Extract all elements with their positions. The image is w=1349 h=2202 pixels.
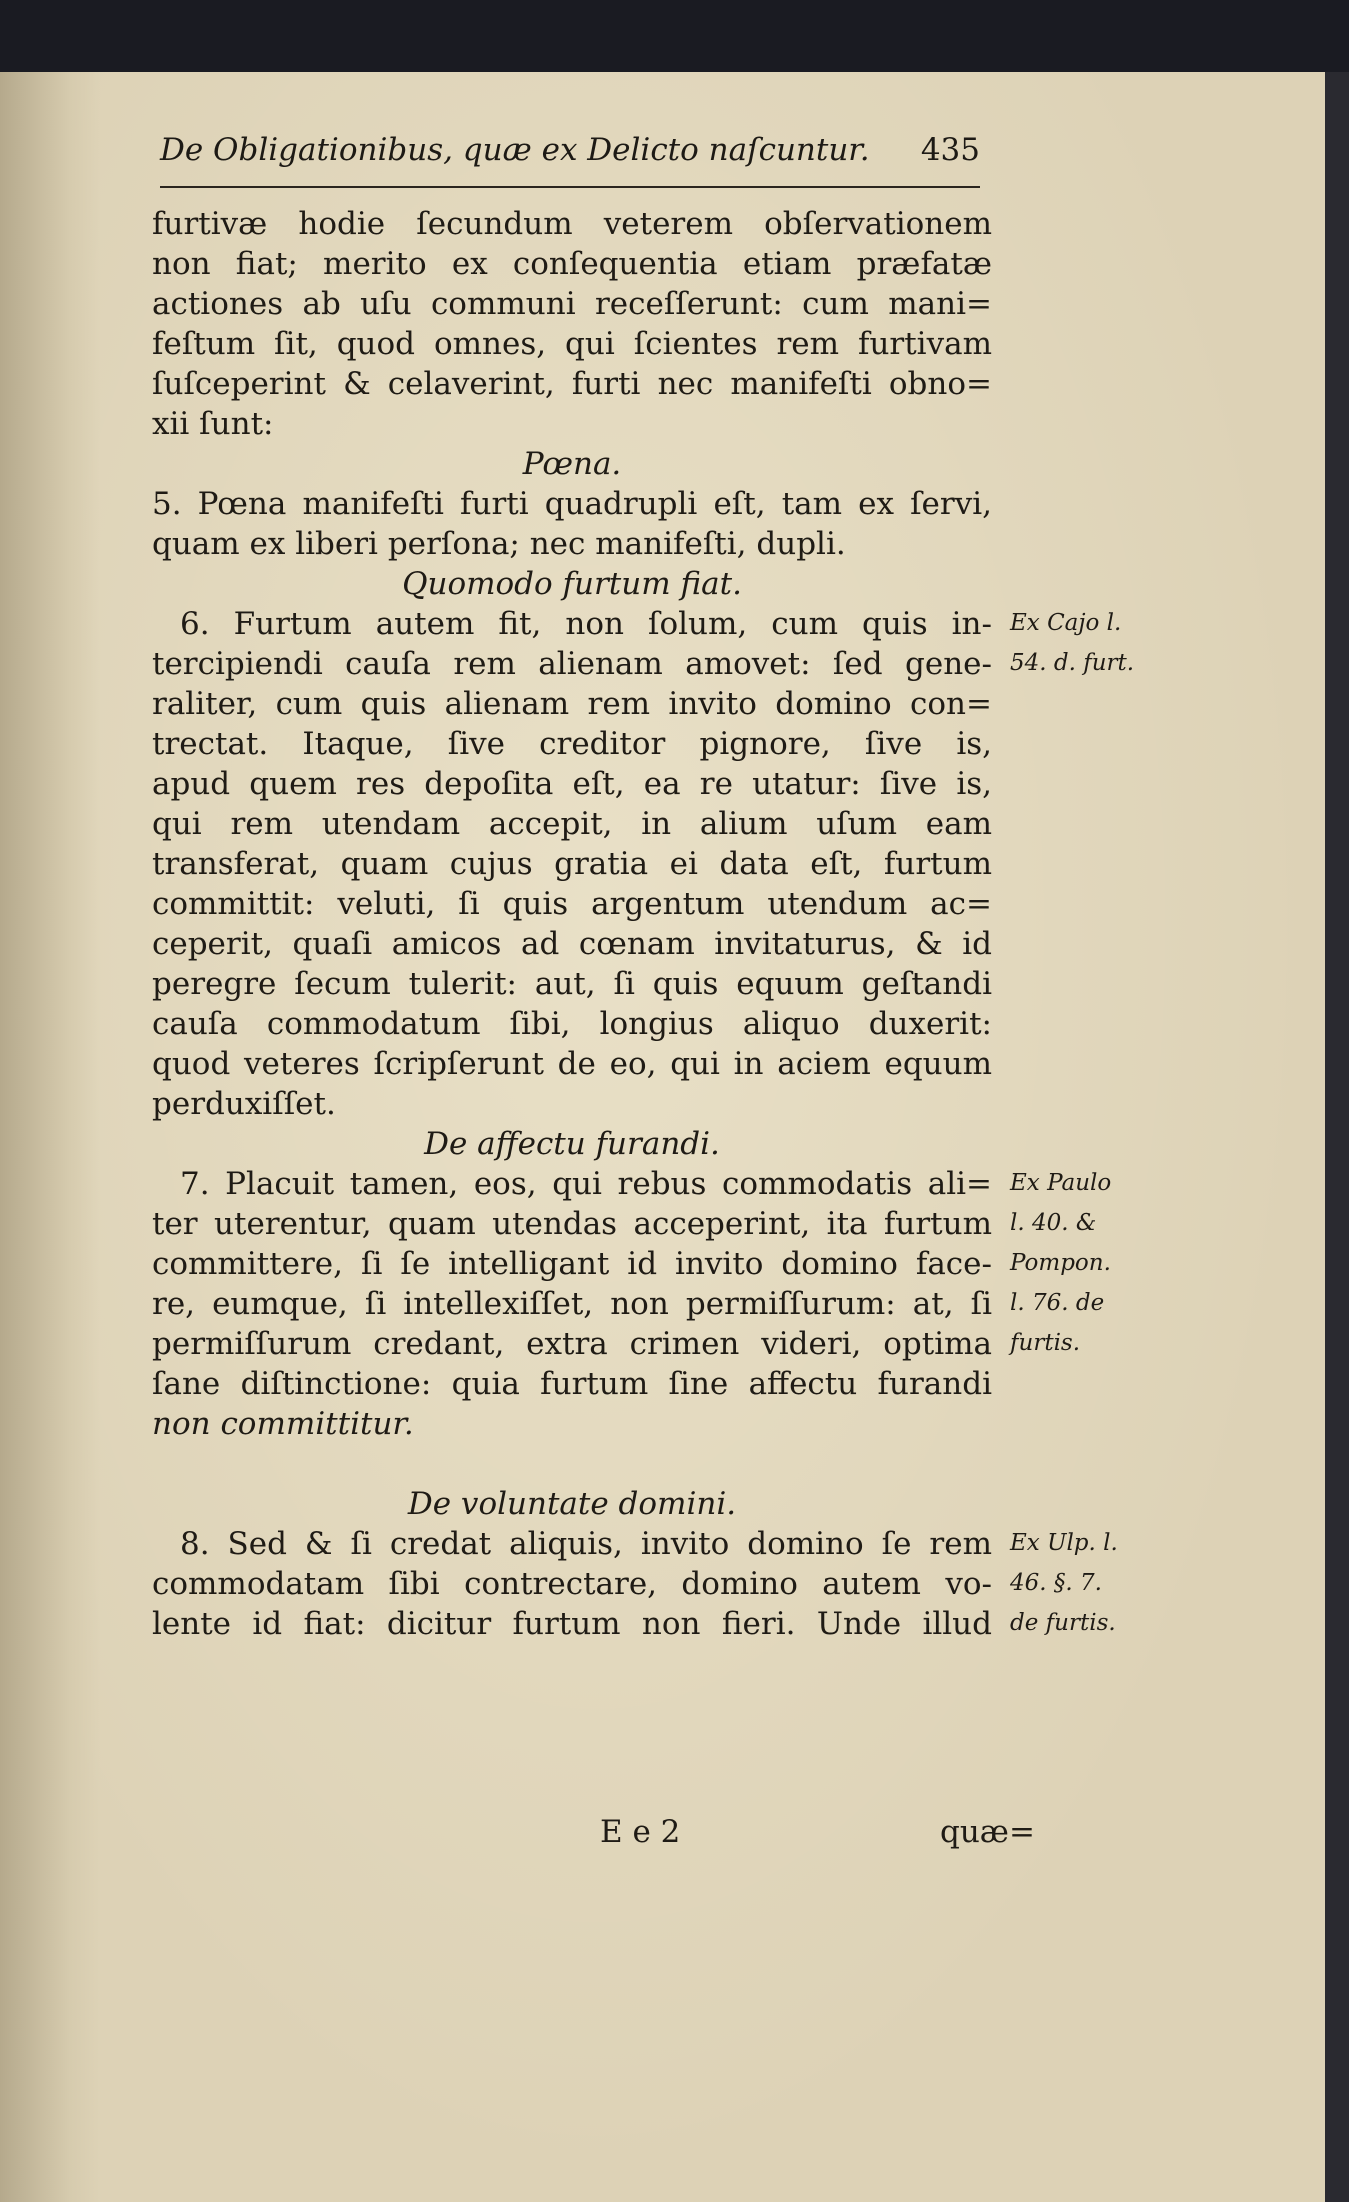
- signature-mark: E e 2: [600, 1814, 681, 1850]
- text-line: ceperit, quaſi amicos ad cœnam invitaturus, & id: [152, 926, 992, 962]
- text-line: non fiat; merito ex conſequentia etiam præfatæ: [152, 246, 992, 282]
- text-line: Quomodo furtum fiat.: [402, 566, 742, 602]
- text-line: qui rem utendam accepit, in alium uſum eam: [152, 806, 992, 842]
- text-line: ſuſceperint & celaverint, furti nec manifeſti obno=: [152, 366, 992, 402]
- text-line: 7. Placuit tamen, eos, qui rebus commodatis ali=: [180, 1166, 992, 1202]
- text-line: De affectu furandi.: [424, 1126, 720, 1162]
- text-line: 5. Pœna manifeſti furti quadrupli eſt, tam ex ſervi,: [152, 486, 992, 522]
- text-line: commodatam ſibi contrectare, domino autem vo-: [152, 1566, 992, 1602]
- page-number: 435: [920, 132, 980, 168]
- text-line: committit: veluti, ſi quis argentum utendum ac=: [152, 886, 992, 922]
- margin-note: Ex Ulp. l.: [1010, 1530, 1118, 1556]
- text-line: cauſa commodatum ſibi, longius aliquo duxerit:: [152, 1006, 992, 1042]
- text-line: xii ſunt:: [152, 406, 274, 442]
- text-line: lente id fiat: dicitur furtum non fieri. Unde illud: [152, 1606, 992, 1642]
- running-header: [160, 132, 980, 184]
- text-line: non committitur.: [152, 1406, 414, 1442]
- body-text: [152, 204, 992, 1644]
- text-line: quod veteres ſcripſerunt de eo, qui in aciem equum: [152, 1046, 992, 1082]
- header-title: De Obligationibus, quæ ex Delicto naſcuntur.: [160, 132, 870, 168]
- text-line: trectat. Itaque, ſive creditor pignore, ſive is,: [152, 726, 992, 762]
- margin-note: 46. §. 7.: [1010, 1570, 1102, 1596]
- text-line: transferat, quam cujus gratia ei data eſt, furtum: [152, 846, 992, 882]
- text-line: De voluntate domini.: [407, 1486, 737, 1522]
- text-line: 6. Furtum autem fit, non ſolum, cum quis in-: [180, 606, 992, 642]
- text-line: ſane diſtinctione: quia furtum ſine affectu furandi: [152, 1366, 992, 1402]
- text-line: perduxiſſet.: [152, 1086, 336, 1122]
- text-line: permiſſurum credant, extra crimen videri, optima: [152, 1326, 992, 1362]
- page-gutter: [0, 72, 100, 2202]
- text-line: re, eumque, ſi intellexiſſet, non permiſſurum: at, ſi: [152, 1286, 992, 1322]
- margin-note: 54. d. furt.: [1010, 650, 1135, 676]
- margin-note: Ex Paulo: [1010, 1170, 1112, 1196]
- margin-note: de furtis.: [1010, 1610, 1116, 1636]
- text-line: actiones ab uſu communi receſſerunt: cum mani=: [152, 286, 992, 322]
- text-line: tercipiendi cauſa rem alienam amovet: ſed gene-: [152, 646, 992, 682]
- text-line: apud quem res depoſita eſt, ea re utatur: ſive is,: [152, 766, 992, 802]
- text-line: ter uterentur, quam utendas acceperint, ita furtum: [152, 1206, 992, 1242]
- text-line: Pœna.: [522, 446, 622, 482]
- margin-note: l. 76. de: [1010, 1290, 1105, 1316]
- text-line: furtivæ hodie ſecundum veterem obſervationem: [152, 206, 992, 242]
- text-line: raliter, cum quis alienam rem invito domino con=: [152, 686, 992, 722]
- text-line: quam ex liberi perſona; nec manifeſti, dupli.: [152, 526, 846, 562]
- text-line: feſtum ſit, quod omnes, qui ſcientes rem furtivam: [152, 326, 992, 362]
- text-line: peregre ſecum tulerit: aut, ſi quis equum geſtandi: [152, 966, 992, 1002]
- margin-note: Ex Cajo l.: [1010, 610, 1122, 636]
- catchword: quæ=: [940, 1814, 1035, 1850]
- margin-note: l. 40. &: [1010, 1210, 1097, 1236]
- header-rule: [160, 186, 980, 188]
- text-line: [152, 1444, 992, 1484]
- page-edge-shadow: [1325, 72, 1349, 2202]
- margin-note: furtis.: [1010, 1330, 1081, 1356]
- text-line: committere, ſi ſe intelligant id invito domino face-: [152, 1246, 992, 1282]
- text-line: 8. Sed & ſi credat aliquis, invito domino ſe rem: [180, 1526, 992, 1562]
- scan-background-top: [0, 0, 1349, 78]
- margin-note: Pompon.: [1010, 1250, 1111, 1276]
